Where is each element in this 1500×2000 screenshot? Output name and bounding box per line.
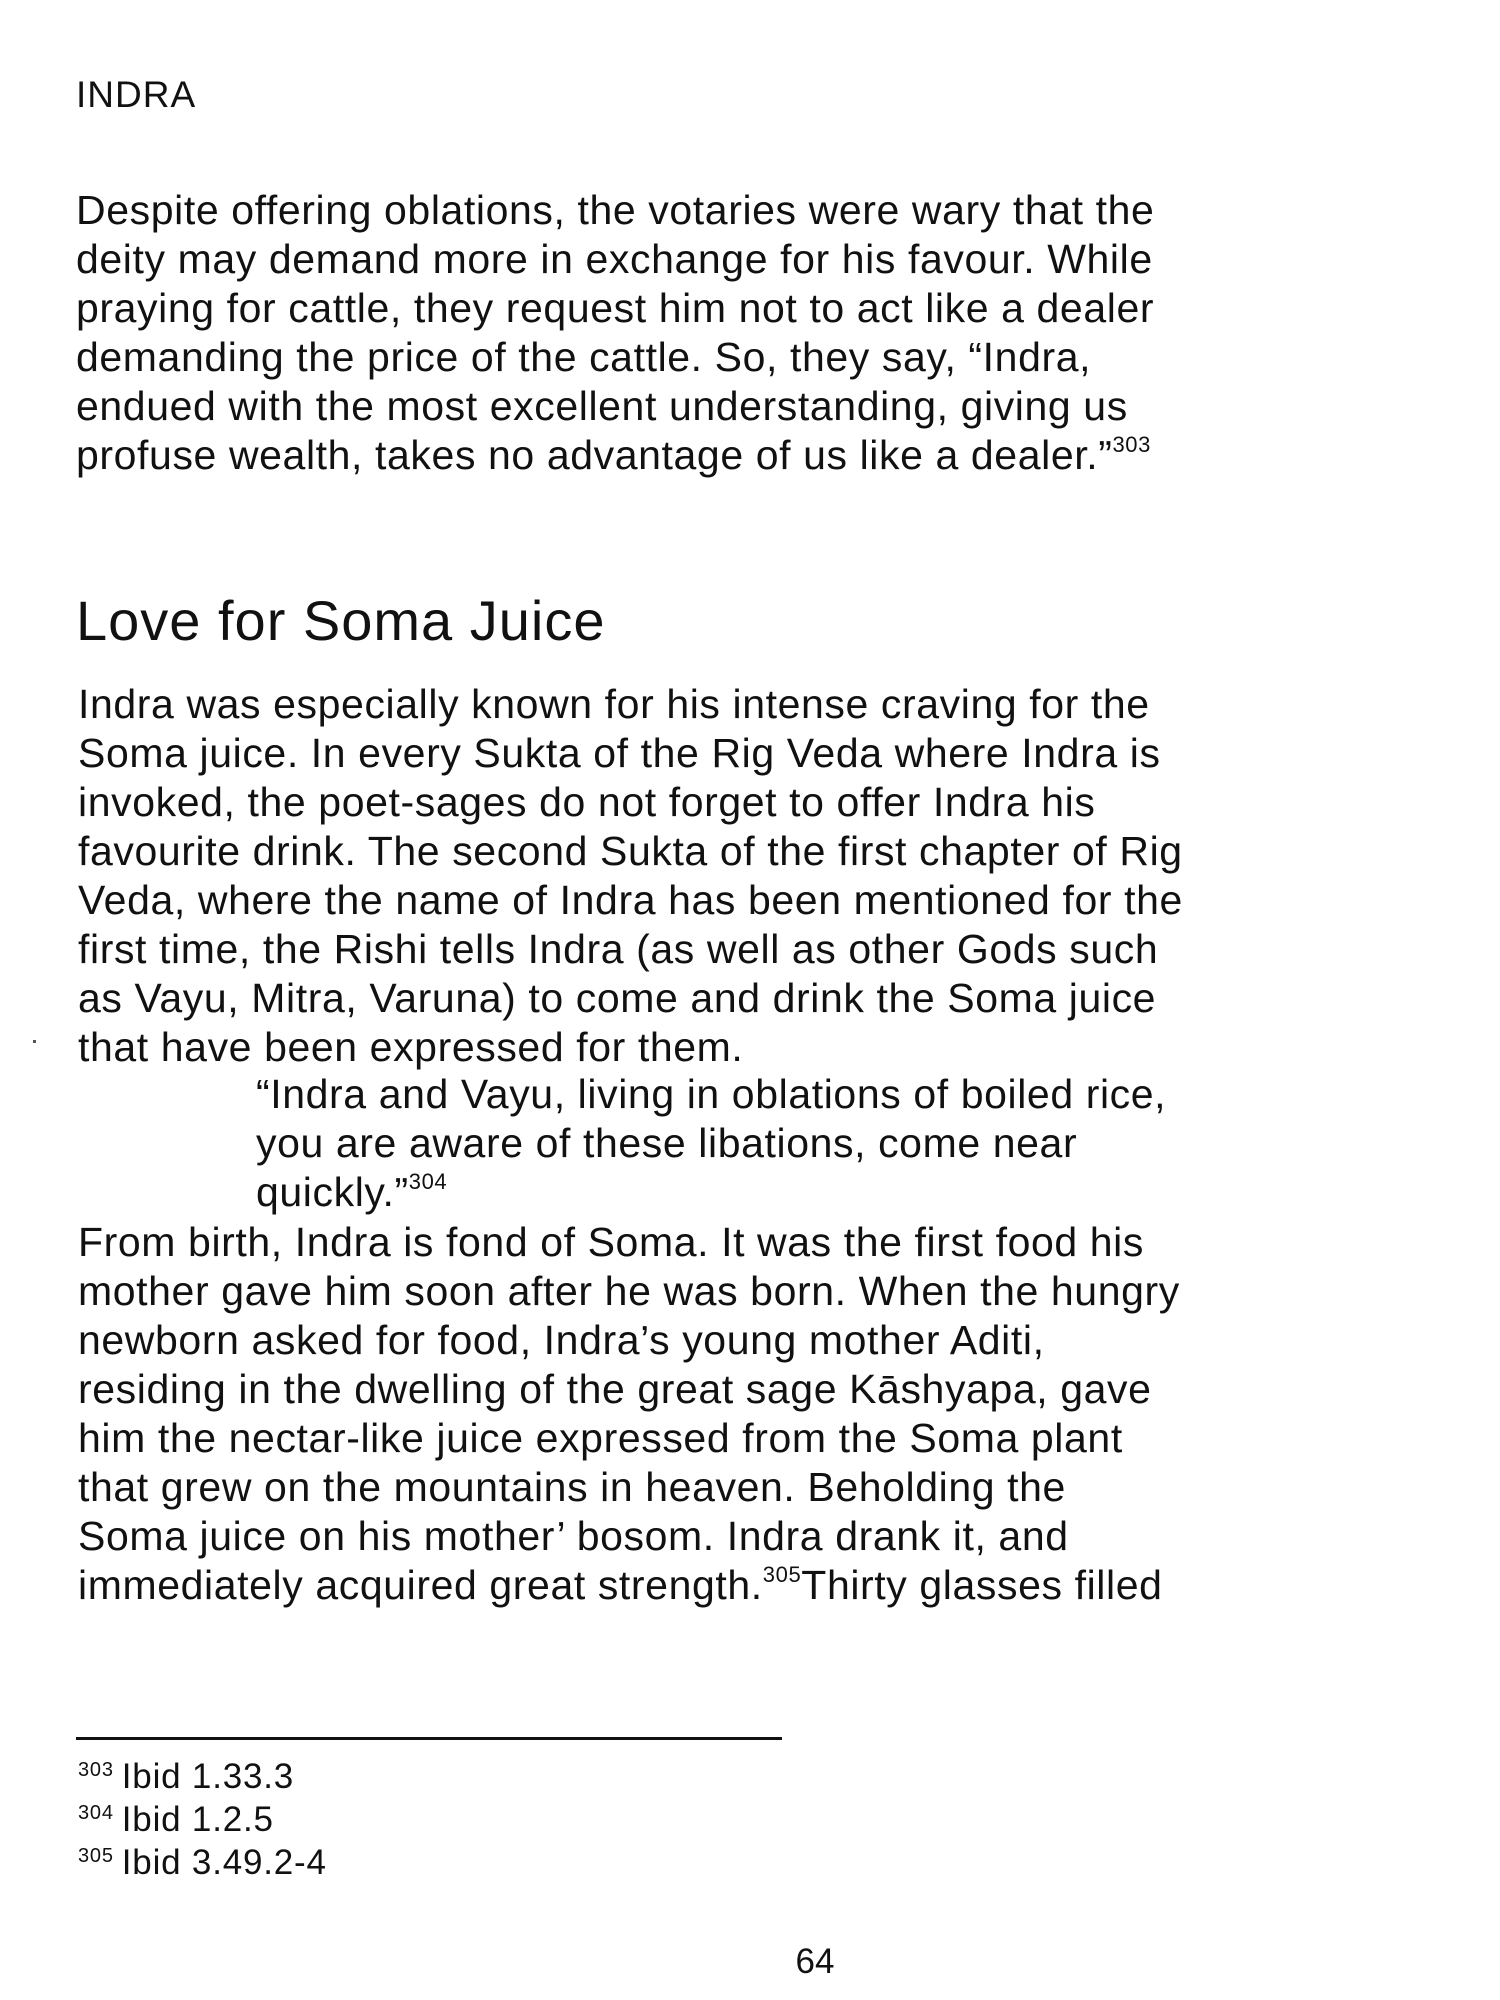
footnote-ref-304: 304: [408, 1169, 448, 1194]
running-head: INDRA: [76, 74, 197, 115]
paragraph-line-text: immediately acquired great strength.: [78, 1562, 763, 1608]
section-heading: Love for Soma Juice: [76, 589, 606, 652]
footnotes-list: [78, 1758, 327, 1887]
quote-line: [256, 1168, 1166, 1217]
paragraph-line: demanding the price of the cattle. So, they say, “Indra,: [76, 334, 1092, 380]
paragraph-line: endued with the most excellent understanding, giving us: [76, 383, 1128, 429]
page-number: 64: [795, 1942, 835, 1981]
footnote-text: Ibid 1.33.3: [121, 1757, 295, 1796]
paragraph-line: invoked, the poet-sages do not forget to offer Indra his: [78, 779, 1096, 825]
paragraph-line-continuation: Thirty glasses filled: [801, 1562, 1163, 1608]
paragraph-line-text: profuse wealth, takes no advantage of us like a dealer.”: [76, 432, 1113, 478]
paragraph-soma-craving: [78, 680, 1183, 1072]
paragraph-line: first time, the Rishi tells Indra (as well as other Gods such: [78, 926, 1159, 972]
scan-speck: [33, 1040, 36, 1043]
paragraph-line: [78, 1561, 1180, 1610]
paragraph-line: him the nectar-like juice expressed from the Soma plant: [78, 1415, 1123, 1461]
paragraph-line: deity may demand more in exchange for his favour. While: [76, 236, 1153, 282]
footnote-number: 304: [78, 1802, 114, 1824]
footnote-number: 303: [78, 1759, 114, 1781]
paragraph-line: Indra was especially known for his intense craving for the: [78, 681, 1150, 727]
block-quote: [256, 1070, 1166, 1217]
paragraph-line: newborn asked for food, Indra’s young mother Aditi,: [78, 1317, 1045, 1363]
footnote-ref-305: 305: [762, 1562, 802, 1587]
footnote-text: Ibid 1.2.5: [121, 1800, 274, 1839]
paragraph-line: favourite drink. The second Sukta of the first chapter of Rig: [78, 828, 1183, 874]
footnote-ref-303: 303: [1112, 432, 1151, 457]
paragraph-birth: [78, 1218, 1180, 1610]
paragraph-line: From birth, Indra is fond of Soma. It was the first food his: [78, 1219, 1144, 1265]
quote-line: “Indra and Vayu, living in oblations of boiled rice,: [256, 1071, 1167, 1117]
paragraph-line: residing in the dwelling of the great sage Kāshyapa, gave: [78, 1366, 1152, 1412]
paragraph-line: Soma juice. In every Sukta of the Rig Veda where Indra is: [78, 730, 1161, 776]
footnote-number: 305: [78, 1845, 114, 1867]
footnote-divider: [76, 1737, 782, 1740]
paragraph-votaries: [76, 186, 1154, 480]
paragraph-line: praying for cattle, they request him not to act like a dealer: [76, 285, 1155, 331]
footnote-item: [78, 1758, 327, 1801]
paragraph-line: mother gave him soon after he was born. When the hungry: [78, 1268, 1180, 1314]
paragraph-line: Veda, where the name of Indra has been mentioned for the: [78, 877, 1183, 923]
footnote-item: [78, 1844, 327, 1887]
paragraph-line: Soma juice on his mother’ bosom. Indra drank it, and: [78, 1513, 1069, 1559]
quote-line-text: quickly.”: [256, 1169, 409, 1215]
paragraph-line: as Vayu, Mitra, Varuna) to come and drink the Soma juice: [78, 975, 1157, 1021]
footnote-text: Ibid 3.49.2-4: [121, 1843, 327, 1882]
quote-line: you are aware of these libations, come near: [256, 1120, 1078, 1166]
paragraph-line: that grew on the mountains in heaven. Beholding the: [78, 1464, 1066, 1510]
paragraph-line: [76, 431, 1154, 480]
paragraph-line: that have been expressed for them.: [78, 1024, 744, 1070]
paragraph-line: Despite offering oblations, the votaries were wary that the: [76, 187, 1155, 233]
footnote-item: [78, 1801, 327, 1844]
